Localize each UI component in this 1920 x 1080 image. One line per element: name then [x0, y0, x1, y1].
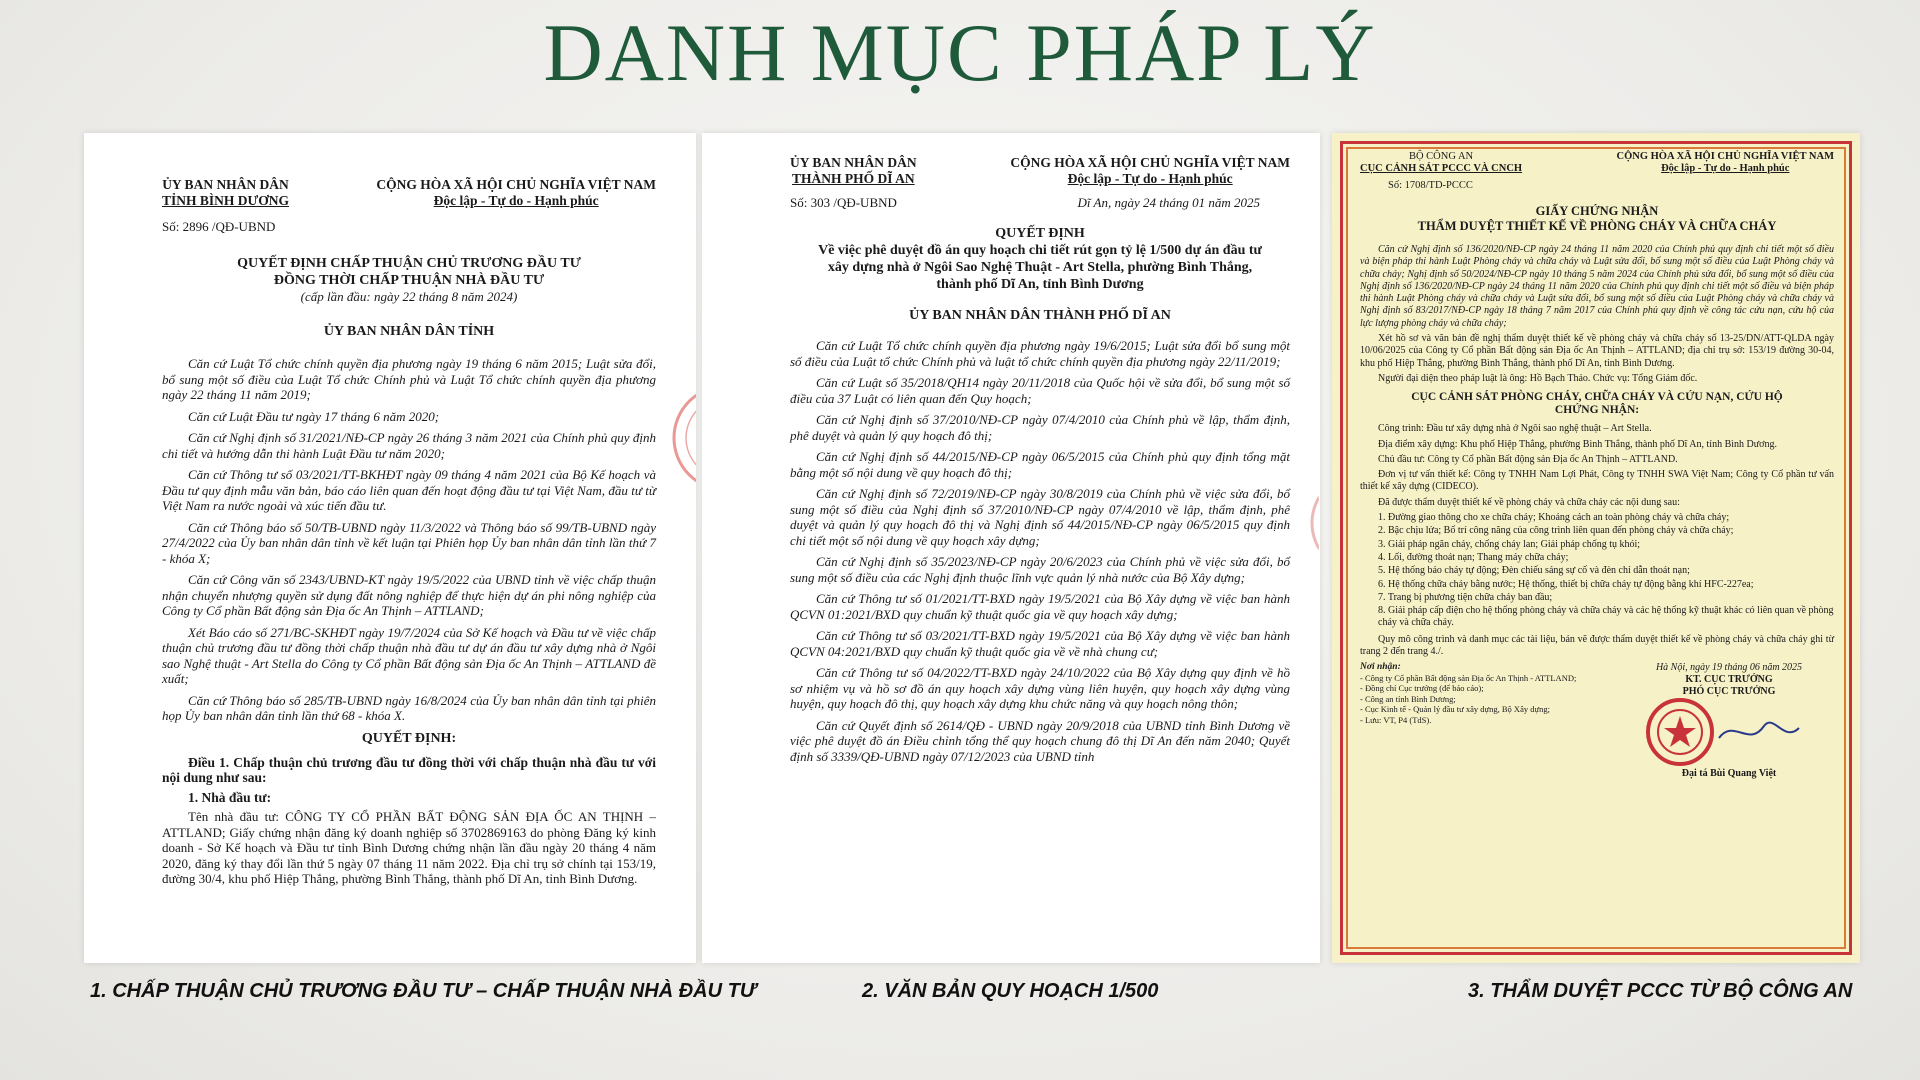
doc3-list-item: 4. Lối, đường thoát nạn; Thang máy chữa cháy; — [1378, 551, 1569, 563]
doc3-list-item: 2. Bậc chịu lửa; Bố trí công năng của công trình liên quan đến phòng cháy và chữa cháy; — [1378, 525, 1734, 537]
doc3-certifier: CỤC CẢNH SÁT PHÒNG CHÁY, CHỮA CHÁY VÀ CỨU NẠN, CỨU HỘ — [1411, 391, 1783, 404]
doc2-paragraph: Căn cứ Nghị định số 35/2023/NĐ-CP ngày 20/6/2023 của Chính phủ về việc sửa đổi, bổ sung một số điều của các Nghị định thuộc lĩnh vực quản lý nhà nước của Bộ Xây dựng; — [790, 554, 1290, 585]
doc3-agency-sub: CỤC CẢNH SÁT PCCC VÀ CNCH — [1360, 163, 1523, 174]
doc2-motto: Độc lập - Tự do - Hạnh phúc — [1067, 171, 1233, 186]
doc1-paragraph: Căn cứ Luật Đầu tư ngày 17 tháng 6 năm 2020; — [188, 408, 440, 424]
doc3-list-item: 5. Hệ thống báo cháy tự động; Đèn chiếu sáng sự cố và đèn chỉ dẫn thoát nạn; — [1378, 565, 1690, 577]
doc1-header — [162, 177, 656, 209]
doc1-decision: QUYẾT ĐỊNH: — [361, 730, 457, 746]
document-investment-approval — [84, 133, 696, 963]
certificate-content — [1360, 151, 1834, 945]
doc3-sign-role: KT. CỤC TRƯỞNG — [1685, 674, 1773, 686]
doc1-paragraph: Căn cứ Thông tư số 03/2021/TT-BKHĐT ngày 09 tháng 4 năm 2021 của Bộ Kế hoạch và Đầu tư quy định mẫu văn bản, báo cáo liên quan đến hoạt động đầu tư tại Việt Nam, đầu tư từ Việt Nam ra nước ngoài và xúc tiến đầu tư. — [162, 467, 656, 513]
caption-investment-approval: 1. CHẤP THUẬN CHỦ TRƯƠNG ĐẦU TƯ – CHẤP THUẬN NHÀ ĐẦU TƯ — [90, 980, 756, 1002]
doc3-recipient: - Cục Kinh tế - Quản lý đầu tư xây dựng, Bộ Xây dựng; — [1360, 704, 1550, 715]
doc2-date: Dĩ An, ngày 24 tháng 01 năm 2025 — [1077, 195, 1260, 210]
doc1-paragraph: Căn cứ Thông báo số 50/TB-UBND ngày 11/3/2022 và Thông báo số 99/TB-UBND ngày 27/4/2022 của Ủy ban nhân dân tỉnh về kết luận tại Phiên họp Ủy ban nhân dân tỉnh lần thứ 7 - khóa X; — [162, 519, 656, 566]
doc1-agency-sub: TỈNH BÌNH DƯƠNG — [162, 193, 290, 208]
doc3-list-item: 8. Giải pháp cấp điện cho hệ thống phòng cháy và chữa cháy và các hệ thống kỹ thuật khác có liên quan về phòng cháy và chữa cháy. — [1378, 605, 1834, 629]
doc1-paragraph: Căn cứ Công văn số 2343/UBND-KT ngày 19/5/2022 của UBND tỉnh về việc chấp thuận nhận chuyển nhượng quyền sử dụng đất nông nghiệp để thực hiện dự án phi nông nghiệp của Công ty Cổ phần Bất động sản Địa ốc An Thịnh – ATTLAND; — [162, 572, 656, 618]
doc3-recipients — [1360, 662, 1580, 780]
doc2-paragraph: Căn cứ Nghị định số 44/2015/NĐ-CP ngày 06/5/2015 của Chính phủ quy định tổng mặt bằng một số nội dung về quy hoạch đô thị; — [790, 449, 1290, 480]
doc3-recipient: - Lưu: VT, P4 (TdS). — [1360, 714, 1432, 725]
doc3-list-item: 3. Giải pháp ngăn cháy, chống cháy lan; Giải pháp chống tụ khói; — [1378, 538, 1641, 550]
doc2-paragraph: Căn cứ Nghị định số 37/2010/NĐ-CP ngày 07/4/2010 của Chính phủ về lập, thẩm định, phê duyệt và quản lý quy hoạch đô thị; — [790, 412, 1290, 443]
doc1-paragraph: Căn cứ Luật Tổ chức chính quyền địa phương ngày 19 tháng 6 năm 2015; Luật sửa đổi, bổ sung một số điều của Luật Tổ chức Chính phủ và Luật Tổ chức chính quyền địa phương ngày 22 tháng 11 năm 2019; — [162, 356, 656, 402]
doc3-date: Hà Nội, ngày 19 tháng 06 năm 2025 — [1655, 662, 1803, 674]
doc1-article-1: Điều 1. Chấp thuận chủ trương đầu tư đồng thời với chấp thuận nhà đầu tư với nội dung như sau: — [162, 754, 656, 785]
doc3-title-1: GIẤY CHỨNG NHẬN — [1535, 204, 1659, 218]
doc3-certifier-sub: CHỨNG NHẬN: — [1554, 404, 1640, 417]
doc2-agency-sub: THÀNH PHỐ DĨ AN — [791, 171, 915, 186]
doc2-paragraph: Căn cứ Nghị định số 72/2019/NĐ-CP ngày 30/8/2019 của Chính phủ về việc sửa đổi, bổ sung một số điều của Nghị định số 37/2010/NĐ-CP ngày 07/4/2010 về lập, thẩm định, phê duyệt và quản lý quy hoạch đô thị và Nghị định số 44/2015/NĐ-CP ngày 06/5/2015 quy định chi tiết một số nội dung về quy hoạch xây dựng; — [790, 486, 1290, 548]
doc2-paragraph: Căn cứ Quyết định số 2614/QĐ - UBND ngày 20/9/2018 của UBND tỉnh Bình Dương về việc phê duyệt đồ án Điều chỉnh tổng thể quy hoạch chung đô thị Dĩ An đến năm 2040; Quyết định số 3339/QĐ-UBND ngày 07/12/2023 của UBND tỉnh — [790, 717, 1290, 764]
doc1-paragraph: Căn cứ Thông báo số 285/TB-UBND ngày 16/8/2024 của Ủy ban nhân dân tỉnh tại phiên họp Ủy ban nhân dân tỉnh lần thứ 68 - khóa X. — [162, 692, 656, 723]
doc1-agency: ỦY BAN NHÂN DÂN — [162, 177, 289, 192]
doc3-agency: BỘ CÔNG AN — [1408, 151, 1474, 162]
doc3-title-2: THẨM DUYỆT THIẾT KẾ VỀ PHÒNG CHÁY VÀ CHỮA CHÁY — [1417, 219, 1777, 233]
doc2-paragraph: Căn cứ Thông tư số 01/2021/TT-BXD ngày 19/5/2021 của Bộ Xây dựng về việc ban hành QCVN 01:2021/BXD quy chuẩn kỹ thuật quốc gia về quy hoạch xây dựng; — [790, 591, 1290, 622]
doc2-nation: CỘNG HÒA XÃ HỘI CHỦ NGHĨA VIỆT NAM — [1010, 155, 1290, 170]
official-seal-icon — [1624, 698, 1834, 768]
doc3-recipient: - Đồng chí Cục trưởng (để báo cáo); — [1360, 683, 1484, 694]
doc3-motto: Độc lập - Tự do - Hạnh phúc — [1661, 163, 1790, 174]
doc3-sign-role-sub: PHÓ CỤC TRƯỞNG — [1682, 686, 1776, 698]
doc2-paragraph: Căn cứ Thông tư số 04/2022/TT-BXD ngày 24/10/2022 của Bộ Xây dựng quy định về hồ sơ nhiệm vụ và hồ sơ đồ án quy hoạch xây dựng vùng liên huyện, quy hoạch xây dựng vùng huyện, quy hoạch đô thị, quy hoạch xây dựng khu chức năng và quy hoạch nông thôn; — [790, 665, 1290, 711]
doc1-item-1: 1. Nhà đầu tư: — [188, 789, 272, 805]
doc1-title-note: (cấp lần đầu: ngày 22 tháng 8 năm 2024) — [300, 289, 518, 304]
red-seal-icon — [666, 373, 696, 503]
doc3-project: Công trình: Đầu tư xây dựng nhà ở Ngôi sao nghệ thuật – Art Stella. — [1378, 423, 1652, 435]
doc2-number: Số: 303 /QĐ-UBND — [790, 195, 897, 210]
doc2-subject: Về việc phê duyệt đồ án quy hoạch chi tiết rút gọn tỷ lệ 1/500 dự án đầu tư xây dựng nhà ở Ngôi Sao Nghệ Thuật - Art Stella, phường Bình Thắng, thành phố Dĩ An, tỉnh Bình Dương — [818, 243, 1262, 292]
document-fire-safety-certificate — [1332, 133, 1860, 963]
doc3-review: Xét hồ sơ và văn bản đề nghị thẩm duyệt thiết kế về phòng cháy và chữa cháy số 13-25/DN/ATT-QLDA ngày 10/06/2025 của Công ty Cổ phần Bất động sản Địa ốc An Thịnh – ATTLAND; địa chỉ trụ sở: 153/19 đường 30-04, khu phố Hiệp Thắng, phường Bình Thắng, thành phố Dĩ An, tỉnh Bình Dương. — [1360, 333, 1834, 369]
doc3-number: Số: 1708/TD-PCCC — [1388, 180, 1473, 191]
doc3-recipient: - Công an tỉnh Bình Dương; — [1360, 693, 1456, 704]
doc3-list-item: 1. Đường giao thông cho xe chữa cháy; Khoảng cách an toàn phòng cháy và chữa cháy; — [1378, 512, 1730, 524]
caption-fire-safety: 3. THẨM DUYỆT PCCC TỪ BỘ CÔNG AN — [1468, 980, 1853, 1002]
doc3-nation: CỘNG HÒA XÃ HỘI CHỦ NGHĨA VIỆT NAM — [1616, 151, 1834, 162]
doc1-paragraph: Xét Báo cáo số 271/BC-SKHĐT ngày 19/7/2024 của Sở Kế hoạch và Đầu tư về việc chấp thuận chủ trương đầu tư đồng thời chấp thuận nhà đầu tư dự án đầu tư xây dựng nhà ở Ngôi sao Nghệ thuật - Art Stella do Công ty Cổ phần Bất động sản Địa ốc An Thịnh – ATTLAND đề xuất; — [162, 624, 656, 686]
doc3-list-item: 6. Hệ thống chữa cháy bằng nước; Hệ thống, thiết bị chữa cháy tự động bằng khí HFC-227ea; — [1378, 578, 1754, 590]
doc1-nation: CỘNG HÒA XÃ HỘI CHỦ NGHĨA VIỆT NAM — [376, 177, 656, 192]
doc3-header — [1360, 151, 1834, 175]
doc1-number: Số: 2896 /QĐ-UBND — [162, 219, 276, 234]
red-seal-icon — [1302, 473, 1320, 573]
caption-planning-1-500: 2. VĂN BẢN QUY HOẠCH 1/500 — [862, 980, 1159, 1002]
doc3-signer: Đại tá Bùi Quang Việt — [1681, 768, 1777, 780]
doc2-paragraph: Căn cứ Luật số 35/2018/QH14 ngày 20/11/2018 của Quốc hội về sửa đổi, bổ sung một số điều của 37 Luật có liên quan đến Quy hoạch; — [790, 375, 1290, 406]
doc2-issuer: ỦY BAN NHÂN DÂN THÀNH PHỐ DĨ AN — [909, 308, 1171, 323]
doc3-signature-block — [1624, 662, 1834, 780]
page-title: DANH MỤC PHÁP LÝ — [543, 7, 1377, 98]
doc1-paragraph: Căn cứ Nghị định số 31/2021/NĐ-CP ngày 26 tháng 3 năm 2021 của Chính phủ quy định chi tiết và hướng dẫn thi hành Luật Đầu tư năm 2020; — [162, 430, 656, 461]
doc2-paragraph: Căn cứ Thông tư số 03/2021/TT-BXD ngày 19/5/2021 của Bộ Xây dựng về việc ban hành QCVN 04:2021/BXD quy chuẩn kỹ thuật quốc gia về về nhà chung cư; — [790, 628, 1290, 659]
doc1-title-1: QUYẾT ĐỊNH CHẤP THUẬN CHỦ TRƯƠNG ĐẦU TƯ — [237, 256, 581, 271]
doc2-title: QUYẾT ĐỊNH — [995, 226, 1085, 241]
doc3-owner: Chủ đầu tư: Công ty Cổ phần Bất động sản Địa ốc An Thịnh – ATTLAND. — [1378, 453, 1678, 465]
doc2-agency: ỦY BAN NHÂN DÂN — [790, 155, 917, 170]
doc1-title-2: ĐỒNG THỜI CHẤP THUẬN NHÀ ĐẦU TƯ — [273, 273, 545, 288]
doc3-recipient: - Công ty Cổ phần Bất động sản Địa ốc An Thịnh - ATTLAND; — [1360, 672, 1577, 683]
doc3-location: Địa điểm xây dựng: Khu phố Hiệp Thắng, phường Bình Thắng, thành phố Dĩ An, tỉnh Bình Dương. — [1378, 438, 1777, 450]
doc3-representative: Người đại diện theo pháp luật là ông: Hồ Bạch Thảo. Chức vụ: Tổng Giám đốc. — [1378, 372, 1698, 384]
doc3-basis: Căn cứ Nghị định số 136/2020/NĐ-CP ngày 24 tháng 11 năm 2020 của Chính phủ quy định chi tiết một số điều và biện pháp thi hành Luật Phòng cháy và chữa cháy và Luật sửa đổi, bổ sung một số điều của Luật Phòng cháy và chữa cháy; Nghị định số 50/2024/NĐ-CP ngày 10 tháng 5 năm 2024 của Chính phủ sửa đổi, bổ sung một số điều của Nghị định số 136/2020/NĐ-CP ngày 24 tháng 11 năm 2020 của Chính phủ quy định chi tiết một số điều và biện pháp thi hành Luật Phòng cháy và chữa cháy và Luật sửa đổi, bổ sung một số điều của Luật Phòng cháy và chữa cháy và Nghị định số 83/2017/NĐ-CP ngày 18 tháng 7 năm 2017 của Chính phủ quy định về công tác cứu nạn, cứu hộ của lực lượng phòng cháy và chữa cháy; — [1360, 244, 1834, 329]
doc2-header — [790, 155, 1290, 187]
doc3-list-item: 7. Trang bị phương tiện chữa cháy ban đầu; — [1378, 591, 1553, 603]
doc3-consultant: Đơn vị tư vấn thiết kế: Công ty TNHH Nam Lợi Phát, Công ty TNHH SWA Việt Nam; Công ty Cổ phần tư vấn thiết kế xây dựng (CIDECO). — [1360, 469, 1834, 493]
document-planning-1-500 — [702, 133, 1320, 963]
doc3-recipients-title: Nơi nhận: — [1360, 662, 1401, 673]
doc1-investor: Tên nhà đầu tư: CÔNG TY CỔ PHẦN BẤT ĐỘNG SẢN ĐỊA ỐC AN THỊNH – ATTLAND; Giấy chứng nhận đăng ký doanh nghiệp số 3702869163 do phòng Đăng ký kinh doanh - Sở Kế hoạch và Đầu tư tỉnh Bình Dương chứng nhận lần đầu ngày 20 tháng 4 năm 2020, đăng ký thay đổi lần thứ 5 ngày 07 tháng 11 năm 2022. Địa chỉ trụ sở chính tại 153/19, đường 30/4, khu phố Hiệp Thắng, phường Bình Thắng, thành phố Dĩ An, tỉnh Bình Dương. — [162, 809, 656, 886]
doc2-paragraph: Căn cứ Luật Tổ chức chính quyền địa phương ngày 19/6/2015; Luật sửa đổi bổ sung một số điều của Luật tổ chức Chính phủ và luật tổ chức chính quyền địa phương ngày 22/11/2019; — [790, 338, 1290, 369]
doc1-issuer: ỦY BAN NHÂN DÂN TỈNH — [323, 324, 495, 339]
doc3-closing: Quy mô công trình và danh mục các tài liệu, bản vẽ được thẩm duyệt thiết kế về phòng cháy và chữa cháy ghi từ trang 2 đến trang 4./. — [1360, 633, 1834, 658]
doc1-motto: Độc lập - Tự do - Hạnh phúc — [433, 193, 599, 208]
doc3-approved: Đã được thẩm duyệt thiết kế về phòng cháy và chữa cháy các nội dung sau: — [1378, 496, 1680, 508]
